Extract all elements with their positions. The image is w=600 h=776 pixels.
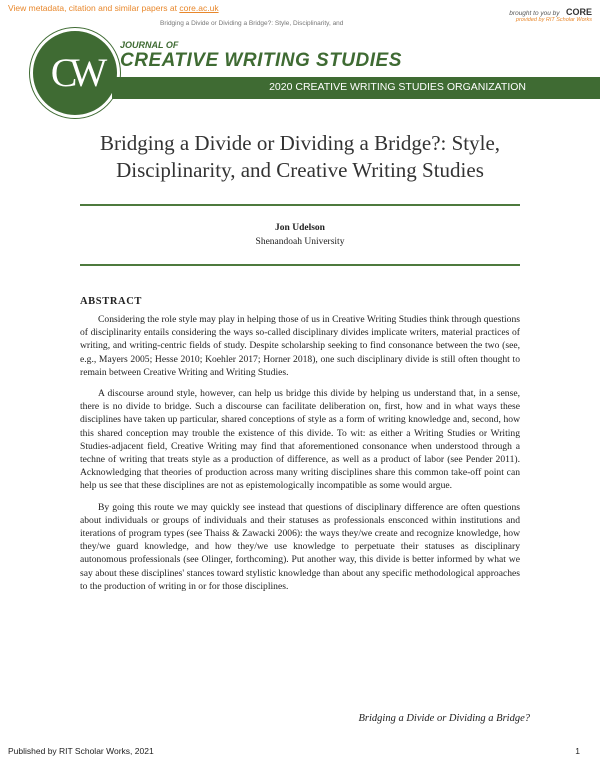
abstract-paragraph: A discourse around style, however, can help us bridge this divide by helping us understand that, in a sense, there is no divide to bridge. Such a discourse can facilitate deliberation on, first, how and in what ways these disciplines have taken up particular, shared conceptions of style as a form of writing knowledge and, second, how this shared conception may trouble the existence of this divide. To wit: as either a Writing Studies or Writing Studies-adjacent field, Creative Writing may find that aforementioned consonance when understood through a techne of writing that treats style as a production of difference, as well as a product of labor (see Pender 2011). Acknowledging that theories of production across many writing disciplines share this common take-off point can help us see that these disciplines are not as epistemologically incompatible as some would argue. (80, 388, 520, 492)
page-number: 1 (575, 746, 580, 756)
brought-to-you-text: brought to you by (509, 10, 560, 17)
core-link-url[interactable]: core.ac.uk (179, 3, 219, 13)
core-banner (0, 0, 600, 26)
article-title-line2: Disciplinarity, and Creative Writing Studies (116, 158, 484, 182)
abstract-paragraph: Considering the role style may play in helping those of us in Creative Writing Studies think through questions of disciplinarity entails considering the ways so-called disciplinary divides implicate writers, material practices of writing, and writing-centric fields of study. Despite scholarship seeking to find consonance between the two (see, e.g., Mayers 2005; Hesse 2010; Koehler 2017; Horner 2018), one such disciplinary divide is still often thought to remain between Creative Writing and Writing Studies. (80, 314, 520, 378)
author-affiliation: Shenandoah University (255, 237, 345, 247)
author-divider (80, 264, 520, 266)
abstract-body (80, 313, 520, 601)
article-title-line1: Bridging a Divide or Dividing a Bridge?: Style, (99, 131, 501, 155)
core-link-prefix: View metadata, citation and similar papers at (8, 3, 180, 13)
provided-by-text[interactable]: provided by RIT Scholar Works (515, 17, 592, 23)
author-name: Jon Udelson (275, 223, 325, 233)
core-logo[interactable]: CORE (565, 7, 592, 17)
abstract-heading: ABSTRACT (80, 296, 142, 307)
running-header-ghost: Bridging a Divide or Dividing a Bridge?: Style, Disciplinarity, and (160, 20, 344, 27)
article-title (60, 130, 540, 184)
journal-title: CREATIVE WRITING STUDIES (120, 50, 402, 71)
footer-running-title: Bridging a Divide or Dividing a Bridge? (358, 713, 530, 724)
journal-of-label: JOURNAL OF (120, 40, 179, 50)
abstract-paragraph: By going this route we may quickly see instead that questions of disciplinary difference are often questions about individuals or groups of individuals and their statuses as professionals ensconced within institutions and iterations of program types (see Thaiss & Zawacki 2006): the ways they/we create and recognize knowledge, how they/we guard knowledge, and how they/we use knowledge to perpetuate their statuses as disciplinary autonomous professionals (see Olinger, forthcoming). Put another way, this divide is better informed by what we say about these disciplines' stances toward stylistic knowledge than about any specific methodological approaches to the production of writing in or for those disciplines. (80, 501, 520, 592)
title-divider (80, 204, 520, 206)
footer-publisher: Published by RIT Scholar Works, 2021 (8, 746, 154, 756)
organization-label: 2020 CREATIVE WRITING STUDIES ORGANIZATION (269, 81, 526, 93)
core-metadata-link[interactable] (8, 3, 219, 13)
journal-logo-icon (30, 28, 120, 118)
journal-logo-letters: CW (50, 50, 100, 95)
